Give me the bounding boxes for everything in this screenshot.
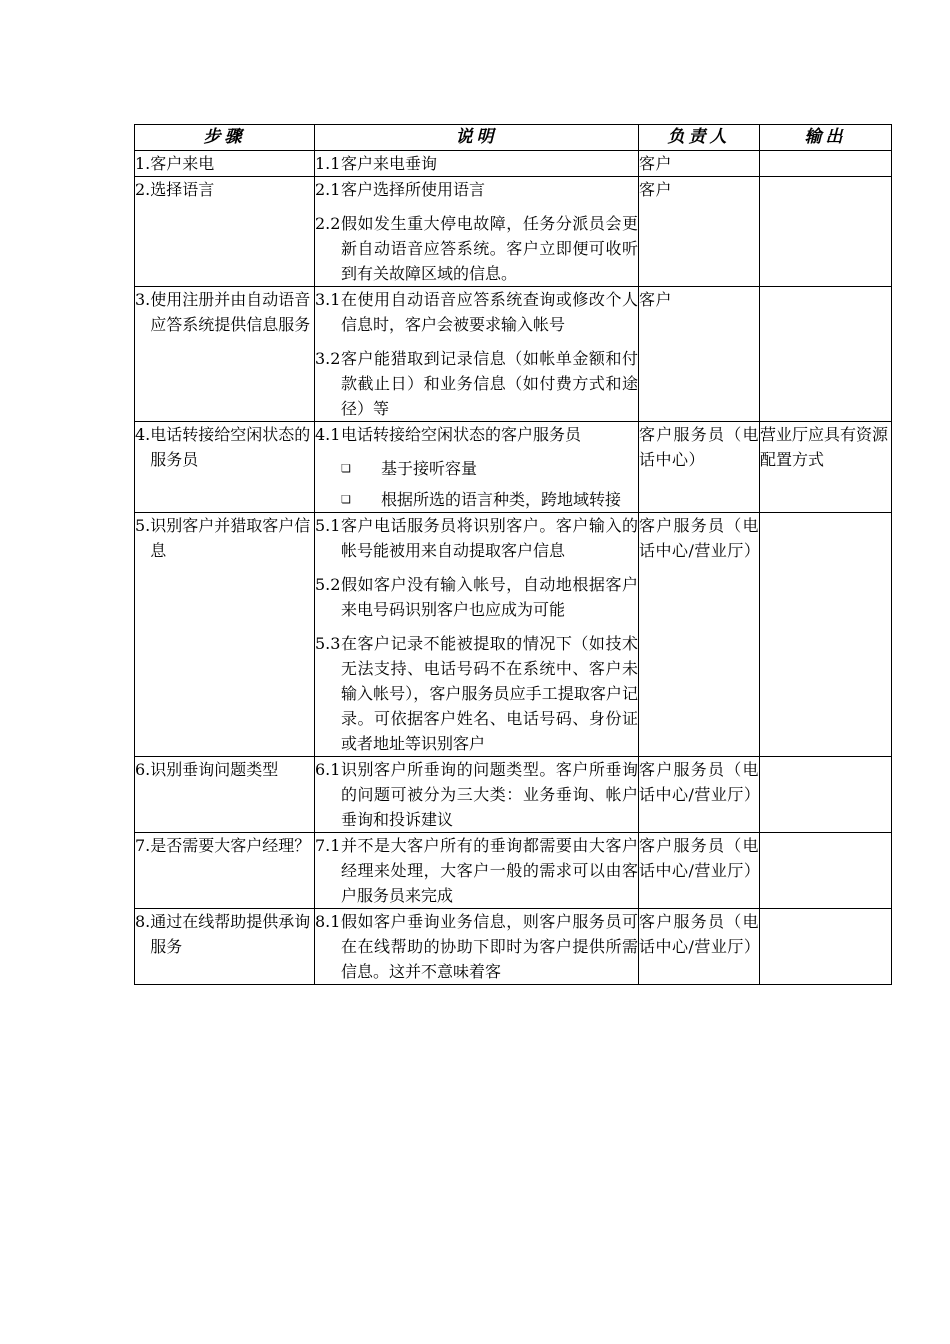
item-text: 假如客户垂询业务信息，则客户服务员可在在线帮助的协助下即时为客户提供所需信息。这并不意味着客 bbox=[341, 912, 638, 981]
step-cell bbox=[135, 151, 315, 177]
step-number: 6. bbox=[135, 760, 151, 779]
item-number: 5.2 bbox=[315, 575, 341, 594]
description-cell bbox=[315, 833, 639, 909]
step-cell bbox=[135, 757, 315, 833]
description-cell bbox=[315, 151, 639, 177]
description-item bbox=[315, 833, 638, 908]
step-cell bbox=[135, 177, 315, 287]
description-cell bbox=[315, 513, 639, 757]
description-item bbox=[315, 151, 638, 176]
description-cell bbox=[315, 177, 639, 287]
output-cell bbox=[760, 287, 892, 422]
item-text: 客户能猎取到记录信息（如帐单金额和付款截止日）和业务信息（如付费方式和途径）等 bbox=[341, 349, 638, 418]
table-row bbox=[135, 151, 892, 177]
step-number: 4. bbox=[135, 425, 151, 444]
description-item bbox=[315, 572, 638, 622]
header-row bbox=[135, 125, 892, 151]
item-number: 6.1 bbox=[315, 760, 341, 779]
header-output: 输出 bbox=[760, 125, 892, 151]
bullet-text: 基于接听容量 bbox=[381, 459, 478, 478]
item-number: 5.1 bbox=[315, 516, 341, 535]
step-number: 1. bbox=[135, 154, 151, 173]
output-cell bbox=[760, 909, 892, 985]
item-number: 7.1 bbox=[315, 836, 341, 855]
table-row bbox=[135, 513, 892, 757]
step-label: 使用注册并由自动语音应答系统提供信息服务 bbox=[150, 290, 311, 334]
owner-cell: 客户 bbox=[639, 151, 760, 177]
step-label: 识别客户并猎取客户信息 bbox=[150, 516, 311, 560]
step-label: 电话转接给空闲状态的服务员 bbox=[150, 425, 311, 469]
description-item bbox=[315, 757, 638, 832]
item-number: 8.1 bbox=[315, 912, 341, 931]
table-row bbox=[135, 757, 892, 833]
checkbox-bullet-icon: ❏ bbox=[341, 462, 351, 475]
item-text: 在客户记录不能被提取的情况下（如技术无法支持、电话号码不在系统中、客户未输入帐号），客户服务员应手工提取客户记录。可依据客户姓名、电话号码、身份证或者地址等识别客户 bbox=[341, 634, 638, 753]
output-cell bbox=[760, 513, 892, 757]
owner-cell: 客户服务员（电话中心/营业厅） bbox=[639, 757, 760, 833]
item-text: 客户来电垂询 bbox=[341, 154, 438, 173]
checkbox-bullet-icon: ❏ bbox=[341, 493, 351, 506]
item-number: 1.1 bbox=[315, 154, 341, 173]
description-item bbox=[315, 513, 638, 563]
description-item bbox=[315, 287, 638, 337]
bullet-item bbox=[341, 456, 638, 481]
header-owner: 负责人 bbox=[639, 125, 760, 151]
output-cell bbox=[760, 177, 892, 287]
item-number: 5.3 bbox=[315, 634, 341, 653]
description-item bbox=[315, 631, 638, 756]
output-cell bbox=[760, 833, 892, 909]
step-cell bbox=[135, 513, 315, 757]
table-row bbox=[135, 833, 892, 909]
description-cell bbox=[315, 422, 639, 513]
item-text: 假如发生重大停电故障，任务分派员会更新自动语音应答系统。客户立即便可收听到有关故障区域的信息。 bbox=[341, 214, 638, 283]
output-cell: 营业厅应具有资源配置方式 bbox=[760, 422, 892, 513]
owner-cell: 客户服务员（电话中心/营业厅） bbox=[639, 833, 760, 909]
step-number: 3. bbox=[135, 290, 151, 309]
item-number: 3.1 bbox=[315, 290, 341, 309]
step-cell bbox=[135, 422, 315, 513]
table-row bbox=[135, 909, 892, 985]
table-row bbox=[135, 177, 892, 287]
item-text: 识别客户所垂询的问题类型。客户所垂询的问题可被分为三大类：业务垂询、帐户垂询和投诉建议 bbox=[341, 760, 638, 829]
description-cell bbox=[315, 757, 639, 833]
owner-cell: 客户服务员（电话中心/营业厅） bbox=[639, 909, 760, 985]
step-label: 是否需要大客户经理？ bbox=[150, 836, 311, 855]
header-step: 步骤 bbox=[135, 125, 315, 151]
table-row bbox=[135, 287, 892, 422]
description-item bbox=[315, 177, 638, 202]
output-cell bbox=[760, 151, 892, 177]
item-text: 客户电话服务员将识别客户。客户输入的帐号能被用来自动提取客户信息 bbox=[341, 516, 638, 560]
description-item bbox=[315, 909, 638, 984]
description-cell bbox=[315, 287, 639, 422]
owner-cell: 客户服务员（电话中心/营业厅） bbox=[639, 513, 760, 757]
step-label: 识别垂询问题类型 bbox=[150, 760, 279, 779]
process-table bbox=[134, 124, 892, 985]
description-item bbox=[315, 346, 638, 421]
item-text: 在使用自动语音应答系统查询或修改个人信息时，客户会被要求输入帐号 bbox=[341, 290, 638, 334]
bullet-text: 根据所选的语言种类，跨地域转接 bbox=[381, 490, 622, 509]
item-number: 3.2 bbox=[315, 349, 341, 368]
bullet-item bbox=[341, 487, 638, 512]
item-number: 2.1 bbox=[315, 180, 341, 199]
item-text: 电话转接给空闲状态的客户服务员 bbox=[341, 425, 582, 444]
step-label: 选择语言 bbox=[150, 180, 215, 199]
item-text: 客户选择所使用语言 bbox=[341, 180, 486, 199]
step-cell bbox=[135, 909, 315, 985]
owner-cell: 客户 bbox=[639, 287, 760, 422]
output-cell bbox=[760, 757, 892, 833]
item-number: 4.1 bbox=[315, 425, 341, 444]
item-number: 2.2 bbox=[315, 214, 341, 233]
step-number: 7. bbox=[135, 836, 151, 855]
step-label: 通过在线帮助提供承询服务 bbox=[150, 912, 311, 956]
owner-cell: 客户 bbox=[639, 177, 760, 287]
step-cell bbox=[135, 287, 315, 422]
header-description: 说明 bbox=[315, 125, 639, 151]
owner-cell: 客户服务员（电话中心） bbox=[639, 422, 760, 513]
description-cell bbox=[315, 909, 639, 985]
step-number: 2. bbox=[135, 180, 151, 199]
item-text: 假如客户没有输入帐号，自动地根据客户来电号码识别客户也应成为可能 bbox=[341, 575, 638, 619]
item-text: 并不是大客户所有的垂询都需要由大客户经理来处理，大客户一般的需求可以由客户服务员来完成 bbox=[341, 836, 638, 905]
step-cell bbox=[135, 833, 315, 909]
step-number: 8. bbox=[135, 912, 151, 931]
description-item bbox=[315, 211, 638, 286]
step-number: 5. bbox=[135, 516, 151, 535]
step-label: 客户来电 bbox=[150, 154, 215, 173]
description-item bbox=[315, 422, 638, 447]
table-row bbox=[135, 422, 892, 513]
